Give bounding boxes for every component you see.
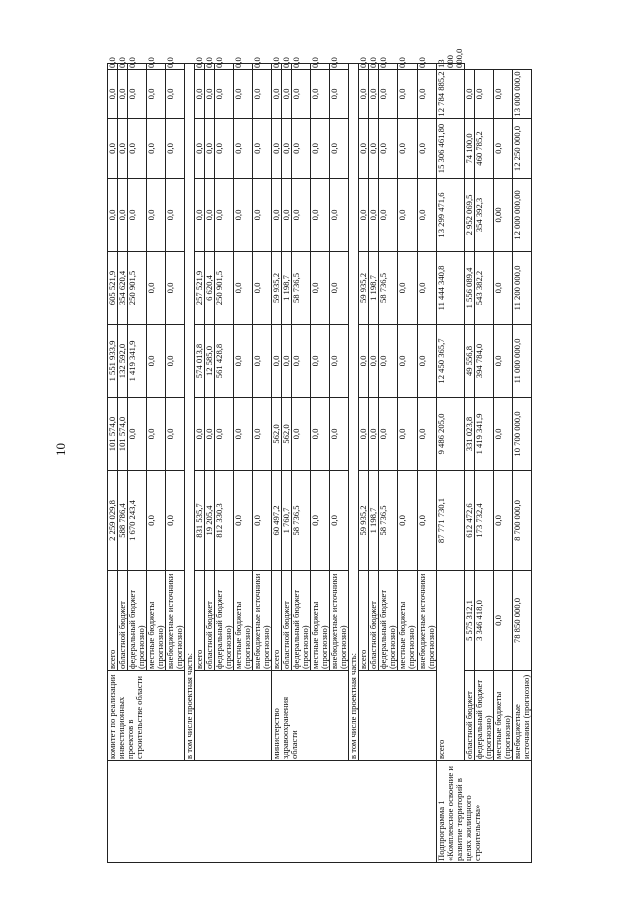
amount-cell: 0,0 xyxy=(379,64,398,70)
amount-cell: 12 784 885,2 xyxy=(436,70,464,119)
section-note: в том числе проектная часть: xyxy=(349,64,359,761)
amount-cell: 0,0 xyxy=(311,398,330,471)
funding-source-cell: местные бюджеты (прогнозно) xyxy=(398,571,417,671)
amount-cell: 87 771 730,1 xyxy=(436,471,464,571)
amount-cell: 0,0 xyxy=(147,179,166,252)
amount-cell: 11 000 000,0 xyxy=(512,325,531,398)
amount-cell: 0,0 xyxy=(128,64,147,70)
amount-cell: 0,0 xyxy=(215,119,234,179)
amount-cell: 2 952 069,5 xyxy=(464,179,474,252)
amount-cell: 0,0 xyxy=(253,119,272,179)
table-row xyxy=(493,64,512,863)
amount-cell: 0,0 xyxy=(128,179,147,252)
amount-cell: 0,0 xyxy=(379,70,398,119)
amount-cell: 0,0 xyxy=(417,471,436,571)
amount-cell: 0,0 xyxy=(359,119,369,179)
amount-cell: 0,0 xyxy=(282,179,292,252)
amount-cell: 0,0 xyxy=(292,325,311,398)
amount-cell: 0,0 xyxy=(234,119,253,179)
funding-source-cell: федеральный бюджет (прогнозно) xyxy=(292,571,311,671)
amount-cell: 0,0 xyxy=(379,398,398,471)
amount-cell: 0,0 xyxy=(147,471,166,571)
amount-cell: 0,0 xyxy=(417,252,436,325)
amount-cell: 0,0 xyxy=(234,471,253,571)
amount-cell: 1 198,7 xyxy=(369,252,379,325)
amount-cell: 1 419 341,9 xyxy=(128,325,147,398)
amount-cell: 1 670 243,4 xyxy=(128,471,147,571)
amount-cell: 0,0 xyxy=(359,179,369,252)
amount-cell: 394 784,0 xyxy=(474,325,493,398)
amount-cell: 0,0 xyxy=(311,64,330,70)
amount-cell: 0,0 xyxy=(234,70,253,119)
amount-cell: 0,0 xyxy=(379,119,398,179)
amount-cell: 0,0 xyxy=(204,57,215,68)
amount-cell: 0,0 xyxy=(282,70,292,119)
amount-cell: 561 428,8 xyxy=(215,325,234,398)
amount-cell: 11 200 000,0 xyxy=(512,252,531,325)
amount-cell: 0,0 xyxy=(166,64,185,70)
amount-cell: 0,0 xyxy=(166,325,185,398)
responsible-entity-cell: министерство здравоохранения области xyxy=(272,671,349,761)
amount-cell: 15 306 461,80 xyxy=(436,119,464,179)
amount-cell: 60 497,2 xyxy=(272,471,282,571)
funding-source-cell: местные бюджеты (прогнозно) xyxy=(311,571,330,671)
amount-cell: 250 901,5 xyxy=(128,252,147,325)
amount-cell: 605 521,9 xyxy=(108,252,118,325)
amount-cell: 0,0 xyxy=(474,70,493,119)
amount-cell: 0,0 xyxy=(147,252,166,325)
funding-source-cell: областной бюджет xyxy=(205,571,215,671)
amount-cell: 0,0 xyxy=(292,70,311,119)
amount-cell: 0,0 xyxy=(369,398,379,471)
amount-cell: 0,0 xyxy=(417,398,436,471)
funding-source-cell: внебюджетные источники (прогнозно) xyxy=(166,571,185,671)
amount-cell: 331 023,8 xyxy=(464,398,474,471)
amount-cell: 58 736,5 xyxy=(379,252,398,325)
amount-cell: 58 736,5 xyxy=(379,471,398,571)
amount-cell: 0,0 xyxy=(398,471,417,571)
amount-cell: 0,0 xyxy=(195,179,205,252)
amount-cell: 0,0 xyxy=(493,471,512,571)
amount-cell: 460 785,2 xyxy=(474,119,493,179)
funding-source-cell: всего xyxy=(272,571,282,671)
amount-cell: 0,0 xyxy=(253,70,272,119)
amount-cell: 59 935,2 xyxy=(359,252,369,325)
funding-source-cell: областной бюджет xyxy=(369,571,379,671)
table-row xyxy=(512,64,531,863)
amount-cell: 0,0 xyxy=(166,252,185,325)
amount-cell: 0,0 xyxy=(253,471,272,571)
amount-cell: 354 392,3 xyxy=(474,179,493,252)
amount-cell: 13 299 471,6 xyxy=(436,179,464,252)
amount-cell: 1 760,7 xyxy=(282,471,292,571)
amount-cell: 0,0 xyxy=(369,70,379,119)
funding-source-cell: всего xyxy=(195,571,205,671)
amount-cell: 0,0 xyxy=(215,179,234,252)
amount-cell: 0,0 xyxy=(272,119,282,179)
amount-cell: 0,0 xyxy=(253,64,272,70)
amount-cell: 1 419 341,9 xyxy=(474,398,493,471)
amount-cell: 831 535,7 xyxy=(195,471,205,571)
funding-source-cell: областной бюджет xyxy=(282,571,292,671)
amount-cell: 0,0 xyxy=(379,325,398,398)
amount-cell: 12 250 000,0 xyxy=(512,119,531,179)
amount-cell: 354 620,4 xyxy=(118,252,128,325)
amount-cell: 49 556,8 xyxy=(464,325,474,398)
amount-cell: 9 486 205,0 xyxy=(436,398,464,471)
amount-cell: 0,0 xyxy=(311,252,330,325)
amount-cell: 132 592,0 xyxy=(118,325,128,398)
amount-cell: 0,0 xyxy=(398,398,417,471)
table-row xyxy=(464,64,474,863)
rotated-page-content xyxy=(107,48,597,863)
table-row xyxy=(474,64,493,863)
amount-cell: 0,0 xyxy=(493,252,512,325)
amount-cell: 0,0 xyxy=(272,179,282,252)
funding-source-cell: внебюджетные источники (прогнозно) xyxy=(253,571,272,671)
amount-cell: 0,0 xyxy=(234,64,253,70)
amount-cell: 0,0 xyxy=(311,119,330,179)
amount-cell: 0,0 xyxy=(330,179,349,252)
amount-cell: 0,0 xyxy=(311,70,330,119)
amount-cell: 10 700 000,0 xyxy=(512,398,531,471)
amount-cell: 0,0 xyxy=(417,64,436,70)
amount-cell: 0,0 xyxy=(272,325,282,398)
amount-cell: 0,0 xyxy=(359,398,369,471)
amount-cell: 0,0 xyxy=(108,70,118,119)
amount-cell: 13 000 000,0 xyxy=(512,70,531,119)
amount-cell: 59 935,2 xyxy=(359,471,369,571)
amount-cell: 0,0 xyxy=(253,325,272,398)
amount-cell: 0,0 xyxy=(147,119,166,179)
amount-cell: 12 585,0 xyxy=(205,325,215,398)
budget-table xyxy=(107,48,532,863)
amount-cell: 1 556 089,4 xyxy=(464,252,474,325)
amount-cell: 0,0 xyxy=(253,179,272,252)
funding-source-cell: внебюджетные источники (прогнозно) xyxy=(417,571,436,671)
responsible-entity-blank-cell xyxy=(195,671,272,761)
amount-cell: 0,0 xyxy=(205,179,215,252)
amount-cell: 0,0 xyxy=(195,119,205,179)
amount-cell: 6 620,4 xyxy=(205,252,215,325)
section-note-row xyxy=(349,64,359,863)
funding-source-cell: всего xyxy=(436,571,464,761)
amount-cell: 0,0 xyxy=(215,398,234,471)
amount-cell: 0,0 xyxy=(330,70,349,119)
responsible-entity-blank-cell xyxy=(359,671,436,761)
amount-cell: 0,0 xyxy=(282,119,292,179)
amount-cell: 0,0 xyxy=(253,398,272,471)
program-blank-cell xyxy=(108,761,437,863)
funding-source-cell: федеральный бюджет (прогнозно) xyxy=(215,571,234,671)
amount-cell: 0,0 xyxy=(330,471,349,571)
amount-cell: 0,0 xyxy=(108,179,118,252)
amount-cell: 0,0 xyxy=(108,119,118,179)
amount-cell: 0,0 xyxy=(107,57,117,68)
amount-cell: 0,0 xyxy=(359,70,369,119)
amount-cell: 1 198,7 xyxy=(369,471,379,571)
amount-cell: 0,0 xyxy=(215,64,234,70)
responsible-entity-cell: комитет по реализации инвестиционных проектов в строительстве области xyxy=(108,671,185,761)
amount-cell: 0,0 xyxy=(398,179,417,252)
amount-cell: 812 330,3 xyxy=(215,471,234,571)
amount-cell: 58 736,5 xyxy=(292,471,311,571)
amount-cell: 8 700 000,0 xyxy=(512,471,531,571)
amount-cell: 1 551 933,9 xyxy=(108,325,118,398)
table-row xyxy=(195,64,205,863)
amount-cell: 0,0 xyxy=(147,325,166,398)
amount-cell: 0,0 xyxy=(128,398,147,471)
table-row xyxy=(108,64,118,863)
amount-cell: 0,0 xyxy=(253,252,272,325)
section-note-row xyxy=(185,64,195,863)
amount-cell: 0,0 xyxy=(493,571,512,671)
funding-source-cell: внебюджетные источники (прогнозно) xyxy=(330,571,349,671)
funding-source-cell: местные бюджеты (прогнозно) xyxy=(493,671,512,761)
amount-cell: 0,0 xyxy=(166,179,185,252)
amount-cell: 0,0 xyxy=(205,119,215,179)
amount-cell: 5 575 312,1 xyxy=(464,571,474,671)
amount-cell: 0,0 xyxy=(493,325,512,398)
table-row xyxy=(436,64,464,863)
program-name-cell: Подпрограмма 1 «Комплексное освоение и развитие территорий в целях жилищного строительства» xyxy=(436,761,531,863)
amount-cell: 0,0 xyxy=(271,57,282,68)
funding-source-cell: всего xyxy=(359,571,369,671)
amount-cell: 1 198,7 xyxy=(282,252,292,325)
amount-cell: 0,0 xyxy=(166,70,185,119)
amount-cell: 173 732,4 xyxy=(474,471,493,571)
amount-cell: 0,0 xyxy=(234,398,253,471)
amount-cell: 0,0 xyxy=(330,325,349,398)
amount-cell: 0,0 xyxy=(147,70,166,119)
funding-source-cell: местные бюджеты (прогнозно) xyxy=(147,571,166,671)
amount-cell: 0,0 xyxy=(147,398,166,471)
amount-cell: 0,0 xyxy=(117,57,128,68)
amount-cell: 0,0 xyxy=(398,119,417,179)
amount-cell: 0,0 xyxy=(311,179,330,252)
amount-cell: 19 205,4 xyxy=(205,471,215,571)
amount-cell: 0,0 xyxy=(292,398,311,471)
amount-cell: 59 935,2 xyxy=(272,252,282,325)
amount-cell: 0,0 xyxy=(379,179,398,252)
amount-cell: 0,0 xyxy=(417,325,436,398)
amount-cell: 0,0 xyxy=(417,70,436,119)
amount-cell: 58 736,5 xyxy=(292,252,311,325)
amount-cell: 0,0 xyxy=(166,119,185,179)
amount-cell: 0,0 xyxy=(215,70,234,119)
amount-cell: 0,0 xyxy=(234,179,253,252)
amount-cell: 0,0 xyxy=(118,119,128,179)
amount-cell: 0,0 xyxy=(398,64,417,70)
amount-cell: 0,0 xyxy=(368,57,379,68)
amount-cell: 78 850 000,0 xyxy=(512,571,531,671)
page-number: 10 xyxy=(53,443,68,456)
amount-cell: 0,0 xyxy=(194,57,205,68)
amount-cell: 562,0 xyxy=(282,398,292,471)
funding-source-cell: внебюджетные источники (прогнозно) xyxy=(512,671,531,761)
amount-cell: 543 382,2 xyxy=(474,252,493,325)
funding-source-cell: всего xyxy=(108,571,118,671)
amount-cell: 0,0 xyxy=(166,471,185,571)
amount-cell: 0,0 xyxy=(493,119,512,179)
funding-source-cell: федеральный бюджет (прогнозно) xyxy=(474,671,493,761)
amount-cell: 0,0 xyxy=(369,179,379,252)
amount-cell: 0,0 xyxy=(464,70,474,119)
amount-cell: 0,0 xyxy=(398,252,417,325)
funding-source-cell: местные бюджеты (прогнозно) xyxy=(234,571,253,671)
section-note: в том числе проектная часть: xyxy=(185,64,195,761)
amount-cell: 257 521,9 xyxy=(195,252,205,325)
amount-cell: 0,0 xyxy=(311,471,330,571)
amount-cell: 0,0 xyxy=(330,252,349,325)
amount-cell: 101 574,0 xyxy=(108,398,118,471)
amount-cell: 0,0 xyxy=(128,119,147,179)
amount-cell: 0,0 xyxy=(282,325,292,398)
amount-cell: 0,0 xyxy=(234,325,253,398)
amount-cell: 0,0 xyxy=(195,398,205,471)
amount-cell: 0,0 xyxy=(128,70,147,119)
amount-cell: 0,0 xyxy=(330,119,349,179)
amount-cell: 0,0 xyxy=(398,325,417,398)
amount-cell: 0,0 xyxy=(359,325,369,398)
amount-cell: 0,0 xyxy=(292,119,311,179)
amount-cell: 0,0 xyxy=(358,57,369,68)
amount-cell: 0,0 xyxy=(398,70,417,119)
amount-cell: 588 786,4 xyxy=(118,471,128,571)
amount-cell: 0,0 xyxy=(369,325,379,398)
amount-cell: 0,0 xyxy=(205,398,215,471)
amount-cell: 0,0 xyxy=(281,57,292,68)
amount-cell: 0,0 xyxy=(369,119,379,179)
funding-source-cell: федеральный бюджет (прогнозно) xyxy=(128,571,147,671)
amount-cell: 0,0 xyxy=(493,398,512,471)
amount-cell: 612 472,6 xyxy=(464,471,474,571)
amount-cell: 0,00 xyxy=(493,179,512,252)
amount-cell: 0,0 xyxy=(205,70,215,119)
funding-source-cell: областной бюджет xyxy=(118,571,128,671)
amount-cell: 0,0 xyxy=(234,252,253,325)
table-row xyxy=(272,64,282,863)
amount-cell: 0,0 xyxy=(147,64,166,70)
amount-cell: 574 013,8 xyxy=(195,325,205,398)
amount-cell: 2 259 029,8 xyxy=(108,471,118,571)
amount-cell: 3 346 418,0 xyxy=(474,571,493,671)
funding-source-cell: федеральный бюджет (прогнозно) xyxy=(379,571,398,671)
amount-cell: 0,0 xyxy=(166,398,185,471)
amount-cell: 0,0 xyxy=(292,179,311,252)
amount-cell: 13 000 000,0 xyxy=(435,48,464,68)
amount-cell: 0,0 xyxy=(118,70,128,119)
funding-source-cell: областной бюджет xyxy=(464,671,474,761)
amount-cell: 0,0 xyxy=(195,70,205,119)
amount-cell: 101 574,0 xyxy=(118,398,128,471)
amount-cell: 12 450 365,7 xyxy=(436,325,464,398)
amount-cell: 0,0 xyxy=(417,179,436,252)
amount-cell: 0,0 xyxy=(311,325,330,398)
amount-cell: 0,0 xyxy=(330,64,349,70)
amount-cell: 0,0 xyxy=(272,70,282,119)
amount-cell: 0,0 xyxy=(493,70,512,119)
amount-cell: 0,0 xyxy=(118,179,128,252)
amount-cell: 562,0 xyxy=(272,398,282,471)
amount-cell: 0,0 xyxy=(292,64,311,70)
amount-cell: 11 444 340,8 xyxy=(436,252,464,325)
amount-cell: 74 100,0 xyxy=(464,119,474,179)
amount-cell: 12 000 000,00 xyxy=(512,179,531,252)
amount-cell: 0,0 xyxy=(330,398,349,471)
amount-cell: 250 901,5 xyxy=(215,252,234,325)
table-row xyxy=(359,64,369,863)
amount-cell: 0,0 xyxy=(417,119,436,179)
